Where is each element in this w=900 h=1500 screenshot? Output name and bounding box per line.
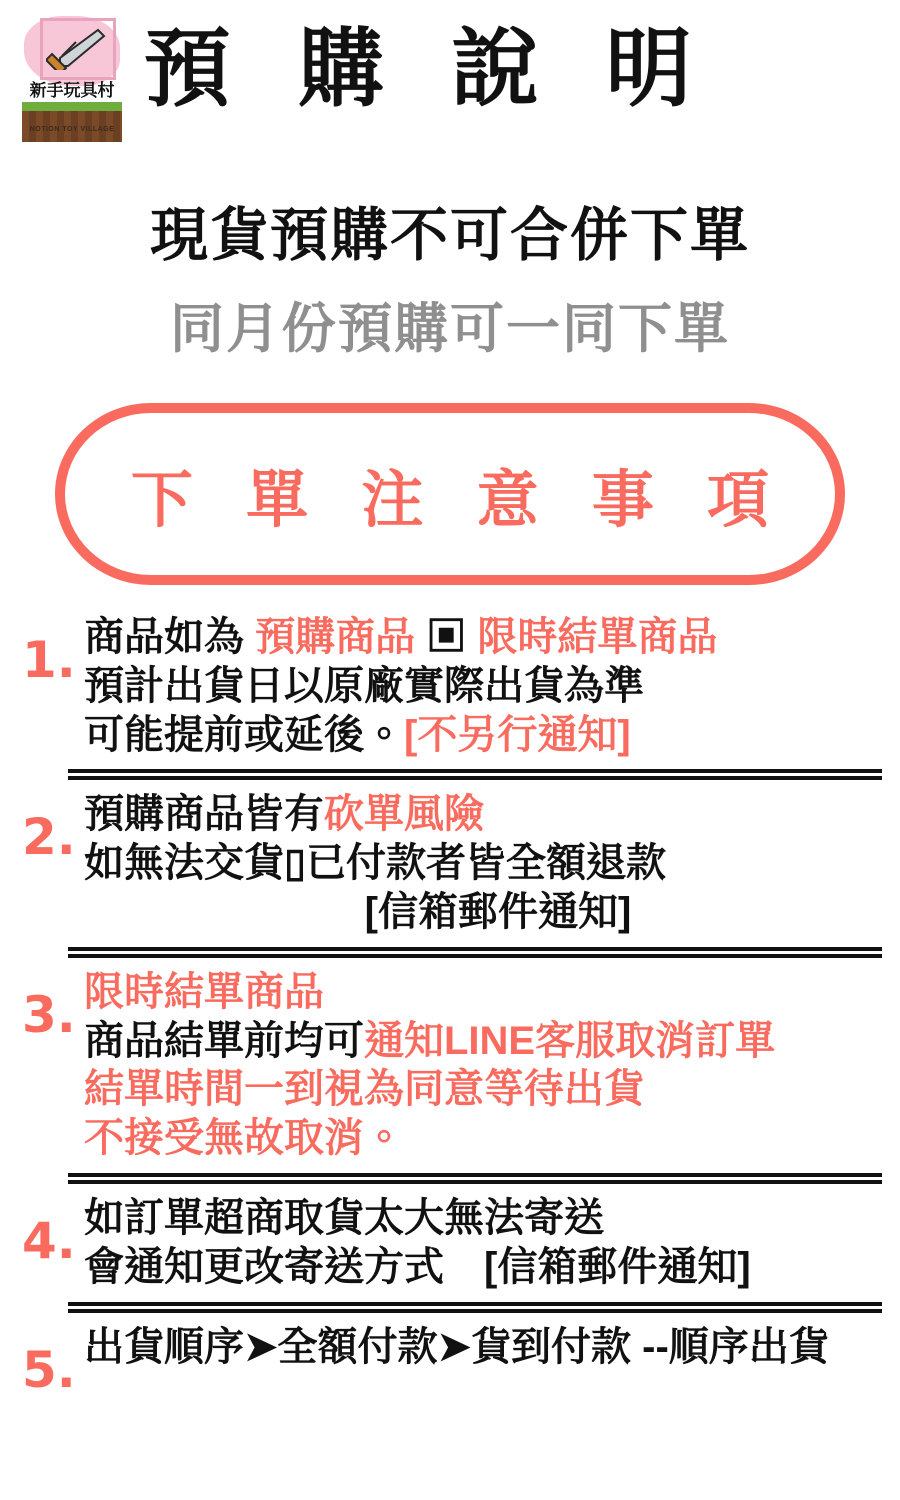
note-item (22, 1319, 882, 1399)
note-body (84, 1323, 882, 1372)
note-body (84, 613, 882, 759)
note-number: 4. (22, 1211, 76, 1270)
note-text-segment: 商品如為 (84, 615, 256, 659)
subheading-secondary: 同月份預購可一同下單 (170, 299, 730, 359)
logo-ground-block (22, 102, 122, 142)
note-number: 3. (22, 985, 76, 1044)
note-text-segment: 可能提前或延後。 (84, 712, 404, 757)
notice-banner (55, 403, 845, 585)
section-divider (68, 1173, 882, 1184)
note-text-segment: 商品結單前均可 (84, 1018, 364, 1063)
note-body (84, 968, 882, 1163)
note-item (22, 786, 882, 940)
brand-logo (18, 14, 126, 146)
note-text-segment: 預購商品皆有 (84, 792, 324, 837)
note-text-segment: 預計出貨日以原廠實際出貨為準 (84, 663, 644, 708)
note-line (84, 1323, 882, 1372)
note-body (84, 1194, 882, 1292)
note-body (84, 790, 882, 936)
logo-brand-name-en: NOTION TOY VILLAGE (29, 126, 115, 133)
notice-banner-label: 下 單 注 意 事 項 (130, 465, 788, 535)
note-text-segment: 預購商品 (255, 615, 416, 659)
note-number: 5. (22, 1340, 76, 1399)
note-line (84, 790, 882, 839)
note-text-segment: 通知LINE客服取消訂單 (364, 1018, 776, 1063)
note-text-segment: 出貨順序➤全額付款➤貨到付款 --順序出貨 (84, 1324, 829, 1369)
note-text-segment: ▣ (415, 615, 478, 659)
note-text-segment: 如訂單超商取貨太大無法寄送 (84, 1195, 604, 1240)
note-line (84, 1114, 882, 1163)
note-text-segment: 限時結單商品 (84, 969, 324, 1014)
section-divider (68, 769, 882, 780)
note-line (84, 1065, 882, 1114)
note-text-segment: 不接受無故取消。 (84, 1116, 404, 1161)
section-divider (68, 1302, 882, 1313)
page-header (0, 0, 900, 150)
note-line (84, 662, 882, 711)
note-text-segment: 結單時間一到視為同意等待出貨 (84, 1067, 644, 1112)
note-line (84, 839, 882, 888)
note-text-segment: 如無法交貨▯已付款者皆全額退款 (84, 841, 667, 886)
logo-brand-name: 新手玩具村 (29, 81, 115, 100)
note-item (22, 609, 882, 763)
note-item (22, 964, 882, 1167)
note-number: 1. (22, 631, 76, 689)
note-item (22, 1190, 882, 1296)
note-line (84, 968, 882, 1017)
note-line (84, 1017, 882, 1066)
note-text-segment: 砍單風險 (324, 792, 484, 837)
note-number: 2. (22, 808, 76, 867)
subheading-primary: 現貨預購不可合併下單 (149, 203, 750, 268)
note-line (84, 1194, 882, 1243)
note-text-segment: 限時結單商品 (477, 615, 718, 659)
note-line (84, 888, 882, 937)
note-text-segment: [信箱郵件通知] (364, 889, 632, 934)
note-line (84, 1243, 882, 1292)
section-divider (68, 947, 882, 958)
page-title: 預 購 說 明 (144, 21, 714, 117)
order-notes-list (0, 609, 900, 1399)
sword-icon (46, 28, 106, 70)
note-line (84, 711, 882, 760)
note-text-segment: [不另行通知] (404, 712, 631, 757)
note-line (84, 613, 882, 662)
note-text-segment: 會通知更改寄送方式 [信箱郵件通知] (84, 1244, 751, 1289)
